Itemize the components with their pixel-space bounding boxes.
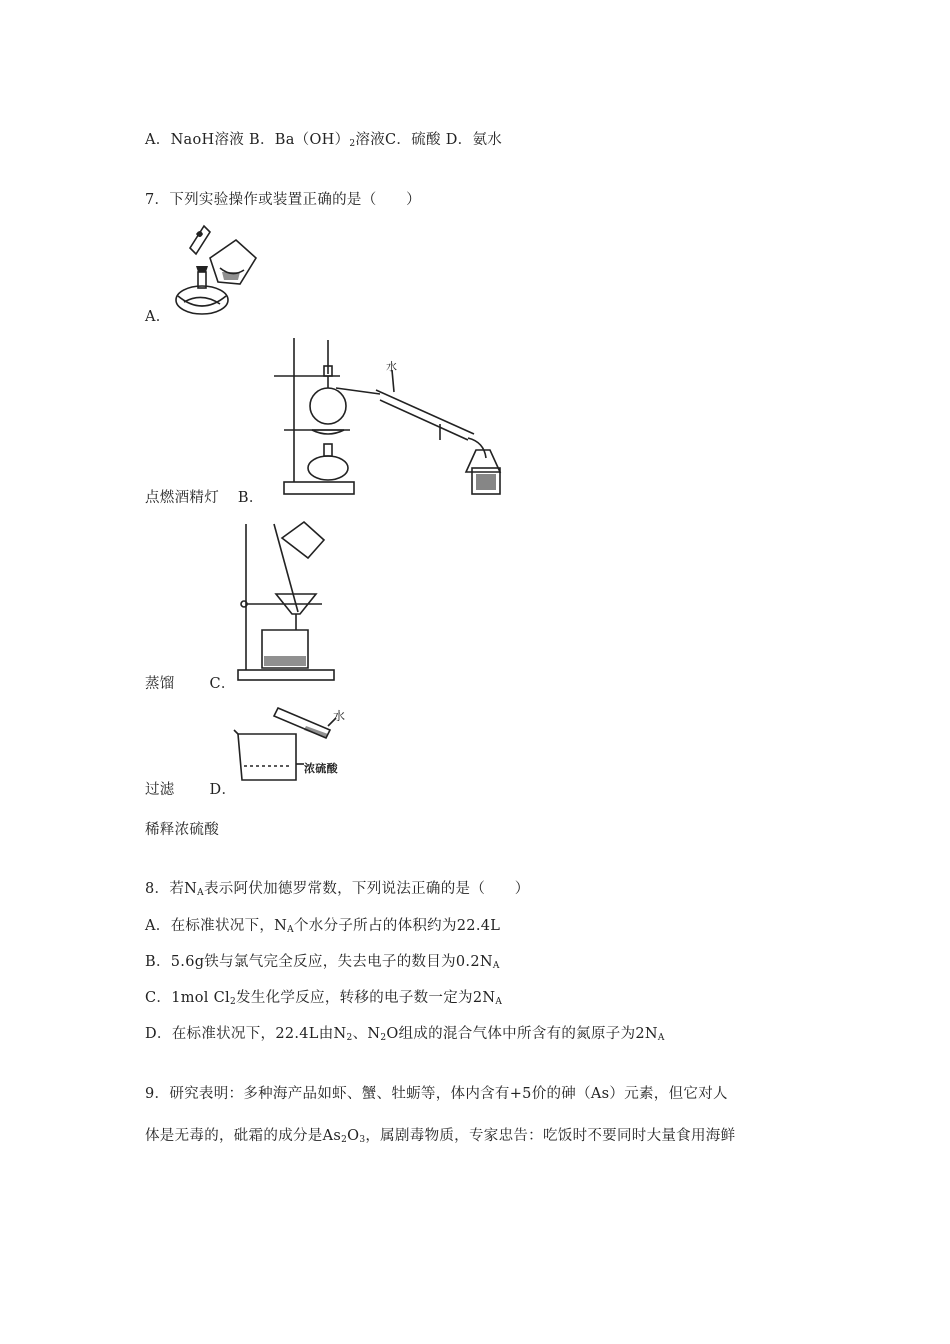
q7-b-caption: 蒸馏 (145, 676, 175, 692)
figure-a-lamp-lighting (170, 220, 265, 320)
q8-stem-pre: 8．若N (145, 881, 198, 897)
q9-line2-pre: 体是无毒的，砒霜的成分是As (145, 1128, 342, 1144)
q7-d-row (145, 778, 236, 799)
q8-b-sub: A (492, 961, 500, 971)
q7-c-row (145, 672, 236, 693)
figure-c-filtration (232, 518, 342, 688)
q8-a-pre: A．在标准状况下，N (145, 918, 288, 934)
figure-d-water-label: 水 (333, 709, 346, 723)
q8-option-c (145, 986, 502, 1007)
q8-b-pre: B．5.6g铁与氯气完全反应，失去电子的数目为0.2N (145, 954, 493, 970)
q7-stem: 7．下列实验操作或装置正确的是（ ） (145, 192, 421, 208)
q8-stem (145, 877, 530, 898)
q7-b-label: B． (237, 490, 264, 506)
q8-c-mid: 发生化学反应，转移的电子数一定为2N (236, 990, 496, 1006)
q7-a-label: A． (145, 309, 171, 325)
q7-d-caption: 稀释浓硫酸 (145, 822, 219, 838)
q9-line2-sub1: 2 (341, 1135, 348, 1145)
q8-option-a (145, 914, 500, 935)
q8-a-sub: A (287, 925, 294, 935)
q7-b-row (145, 486, 264, 507)
q9-line2-post: ，属剧毒物质，专家忠告：吃饭时不要同时大量食用海鲜 (365, 1128, 736, 1144)
q7-a-caption: 点燃酒精灯 (145, 490, 219, 506)
q8-c-sub2: A (495, 997, 503, 1007)
figure-b-distillation (270, 330, 510, 500)
q9-line1: 9．研究表明：多种海产品如虾、蟹、牡蛎等，体内含有+5价的砷（As）元素，但它对人 (145, 1086, 728, 1102)
figure-b-water-label: 水 (386, 360, 398, 373)
q8-d-mid2: O组成的混合气体中所含有的氮原子为2N (386, 1026, 658, 1042)
q9-line2-mid: O (347, 1128, 360, 1144)
q7-c-caption: 过滤 (145, 782, 175, 798)
q6-options-text: A．NaoH溶液 B．Ba（OH） (145, 132, 350, 148)
q6-options (145, 128, 502, 149)
q8-c-pre: C．1mol Cl (145, 990, 230, 1006)
q8-c-sub1: 2 (229, 997, 237, 1007)
q8-d-sub1: 2 (346, 1033, 353, 1043)
q8-d-pre: D．在标准状况下，22.4L由N (145, 1026, 347, 1042)
q8-option-b (145, 950, 500, 971)
q8-stem-post: 表示阿伏加德罗常数，下列说法正确的是（ ） (203, 881, 530, 897)
q8-stem-sub: A (197, 888, 204, 898)
q8-a-post: 个水分子所占的体积约为22.4L (293, 918, 501, 934)
q9-line2-sub2: 3 (359, 1135, 366, 1145)
q9-line2 (145, 1124, 735, 1145)
figure-d-acid-label: 浓硫酸 (304, 762, 338, 775)
q6-sub: 2 (349, 139, 356, 149)
q6-options-rest: 溶液C．硫酸 D．氨水 (355, 132, 503, 148)
q8-option-d (145, 1022, 665, 1043)
q8-d-sub3: A (657, 1033, 665, 1043)
q8-d-mid1: 、N (352, 1026, 381, 1042)
q7-c-label: C． (209, 676, 236, 692)
q8-d-sub2: 2 (380, 1033, 387, 1043)
q7-d-label: D． (209, 782, 237, 798)
